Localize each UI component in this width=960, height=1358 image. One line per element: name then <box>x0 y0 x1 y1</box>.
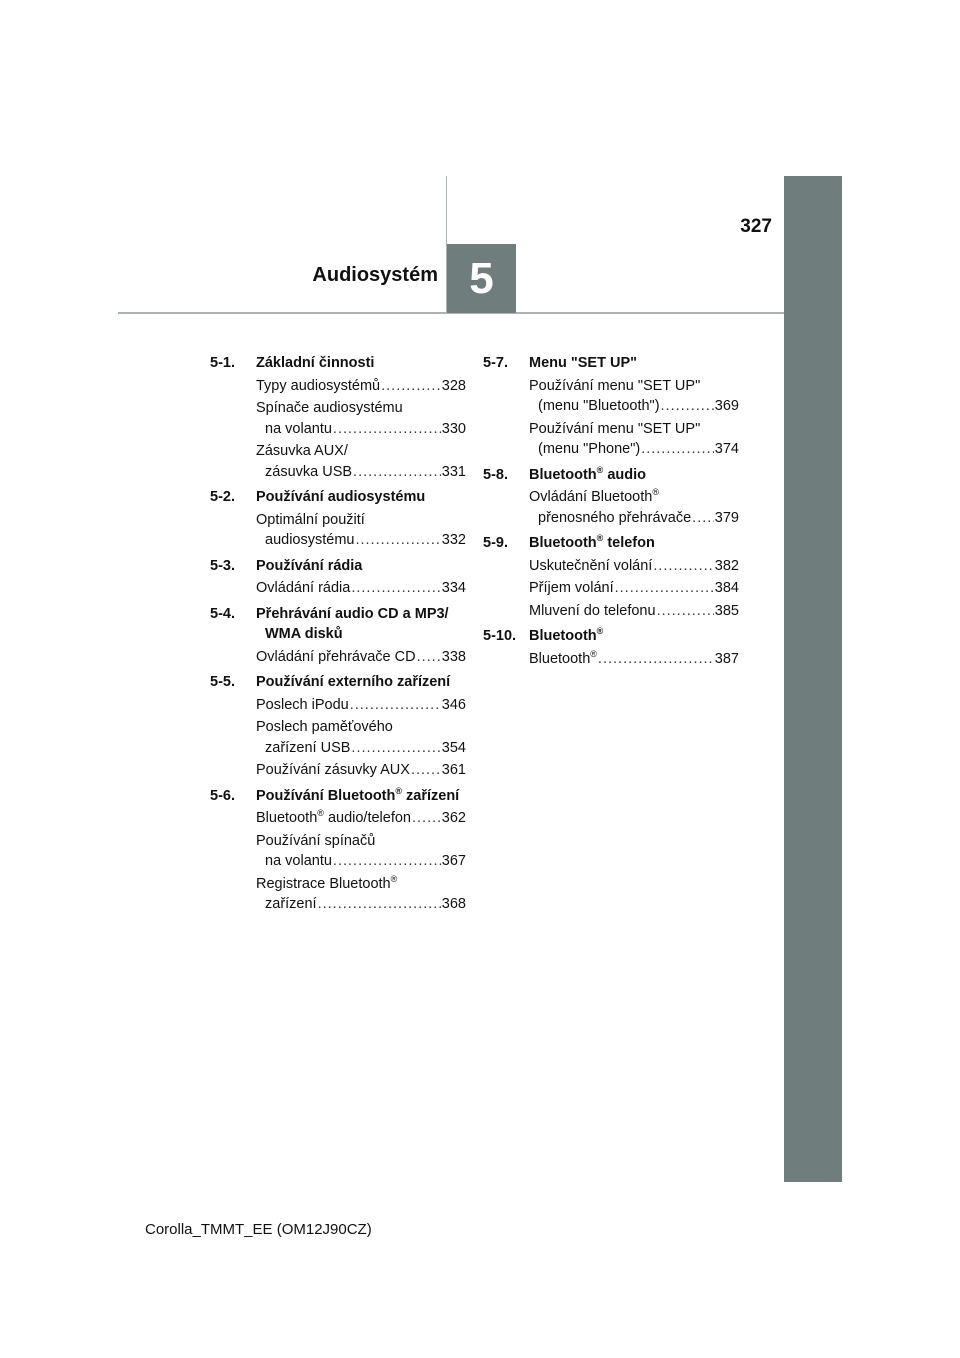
toc-page-number: 331 <box>441 463 466 480</box>
dot-leader <box>381 376 441 397</box>
toc-entry[interactable] <box>256 578 466 599</box>
toc-section-heading[interactable] <box>483 626 739 647</box>
toc-section-heading[interactable] <box>210 556 466 577</box>
toc-section-heading[interactable] <box>210 604 466 645</box>
toc-entry[interactable] <box>529 487 739 528</box>
toc-entry-last-line <box>256 760 466 781</box>
toc-entry[interactable] <box>529 376 739 417</box>
toc-entry-text: Ovládání Bluetooth® <box>529 487 659 505</box>
toc-section-title <box>256 353 466 374</box>
toc-section-title-line: Bluetooth® telefon <box>529 533 655 551</box>
toc-entry-last-line <box>256 738 466 759</box>
toc-entry-text: zásuvka USB <box>265 463 353 480</box>
toc-section-heading[interactable] <box>483 533 739 554</box>
toc-section-heading[interactable] <box>210 353 466 374</box>
toc-section-number: 5-9. <box>483 535 508 551</box>
toc-entry-text: zařízení USB <box>265 739 351 756</box>
toc-section-title-line: Bluetooth® <box>529 626 604 644</box>
toc-entry[interactable] <box>256 808 466 829</box>
toc-entry-text: přenosného přehrávače <box>538 509 692 526</box>
chapter-side-tab <box>784 176 842 1182</box>
dot-leader <box>350 695 441 716</box>
toc-entry[interactable] <box>256 441 466 482</box>
toc-entry-text: Příjem volání <box>529 580 614 596</box>
toc-section <box>210 604 466 668</box>
toc-section <box>210 353 466 482</box>
toc-section <box>210 786 466 915</box>
toc-entry-text: Používání menu "SET UP" <box>529 420 701 437</box>
document-footer: Corolla_TMMT_EE (OM12J90CZ) <box>145 1221 372 1238</box>
toc-entry[interactable] <box>256 717 466 758</box>
toc-section-number: 5-5. <box>210 674 235 690</box>
toc-entry-text: Optimální použití <box>256 511 365 528</box>
toc-page-number: 346 <box>441 696 466 713</box>
toc-entry-text: Zásuvka AUX/ <box>256 443 348 459</box>
toc-page-number: 382 <box>714 557 739 574</box>
chapter-number: 5 <box>469 253 494 303</box>
toc-entry-text: zařízení <box>265 896 317 912</box>
toc-section <box>210 556 466 599</box>
toc-section-title-line: Základní činnosti <box>256 355 375 371</box>
toc-entry-last-line <box>256 647 466 668</box>
toc-column-left <box>210 353 466 920</box>
toc-section-title <box>256 786 466 807</box>
toc-entry[interactable] <box>529 556 739 577</box>
toc-entry-text: Poslech iPodu <box>256 696 349 713</box>
toc-section <box>210 672 466 781</box>
toc-section-title-line: Používání externího zařízení <box>256 674 451 690</box>
toc-section-title-line: Přehrávání audio CD a MP3/ <box>256 605 449 622</box>
toc-page-number: 361 <box>441 762 466 778</box>
toc-entry-last-line <box>256 462 466 483</box>
toc-entry-text: Ovládání rádia <box>256 580 351 596</box>
toc-entry-text: Ovládání přehrávače CD <box>256 648 416 665</box>
toc-entry[interactable] <box>256 874 466 915</box>
toc-section-heading[interactable] <box>483 353 739 374</box>
toc-entry-text: na volantu <box>265 420 332 437</box>
toc-section-title <box>529 533 739 554</box>
dot-leader <box>353 462 441 483</box>
toc-entry-text: Bluetooth® <box>529 648 597 667</box>
toc-entry[interactable] <box>256 647 466 668</box>
toc-entry-text: Poslech paměťového <box>256 719 393 735</box>
toc-entry[interactable] <box>256 831 466 872</box>
dot-leader <box>355 530 440 551</box>
toc-entry[interactable] <box>256 376 466 397</box>
toc-section-title-line: Používání Bluetooth® zařízení <box>256 785 460 804</box>
chapter-title: Audiosystém <box>312 264 438 286</box>
toc-section-title-line: Používání rádia <box>256 557 363 574</box>
toc-entry-text: Uskutečnění volání <box>529 557 653 574</box>
dot-leader <box>351 578 440 599</box>
toc-page-number: 374 <box>714 441 739 457</box>
toc-section-number: 5-7. <box>483 355 508 371</box>
toc-section-number: 5-4. <box>210 605 235 622</box>
toc-section-title <box>529 353 739 374</box>
toc-section <box>483 533 739 621</box>
toc-entry-last-line <box>529 649 739 670</box>
toc-entry[interactable] <box>529 649 739 670</box>
toc-page-number: 384 <box>714 580 739 596</box>
toc-entry-text: (menu "Bluetooth") <box>538 398 660 414</box>
toc-entry-last-line <box>256 894 466 915</box>
toc-section-heading[interactable] <box>210 786 466 807</box>
toc-page-number: 334 <box>441 580 466 596</box>
toc-section-number: 5-3. <box>210 557 235 574</box>
toc-entry-last-line <box>529 508 739 529</box>
toc-entry-last-line <box>529 556 739 577</box>
dot-leader <box>412 808 441 829</box>
toc-entry-last-line <box>256 808 466 829</box>
toc-section-title <box>529 465 739 486</box>
dot-leader <box>333 851 441 872</box>
chapter-number-badge <box>447 244 516 313</box>
toc-entry[interactable] <box>256 398 466 439</box>
toc-entry-last-line <box>256 851 466 872</box>
toc-entry-last-line <box>529 578 739 599</box>
toc-section-heading[interactable] <box>483 465 739 486</box>
toc-section-heading[interactable] <box>210 672 466 693</box>
toc-entry-text: Mluvení do telefonu <box>529 602 656 619</box>
toc-section-title-line: WMA disků <box>265 626 343 642</box>
toc-entry-last-line <box>529 601 739 622</box>
toc-page-number: 369 <box>714 398 739 414</box>
toc-entry[interactable] <box>256 510 466 551</box>
dot-leader <box>661 396 714 417</box>
toc-page-number: 338 <box>441 648 466 665</box>
toc-page-number: 379 <box>714 509 739 526</box>
toc-page-number: 354 <box>441 739 466 756</box>
toc-entry-last-line <box>529 396 739 417</box>
dot-leader <box>411 760 441 781</box>
dot-leader <box>351 738 440 759</box>
toc-section-number: 5-10. <box>483 628 517 644</box>
toc-entry-text: Typy audiosystémů <box>256 377 381 394</box>
toc-entry-text: Používání menu "SET UP" <box>529 377 701 394</box>
toc-section <box>483 465 739 529</box>
toc-page-number: 362 <box>441 810 466 826</box>
toc-section <box>210 487 466 551</box>
toc-entry[interactable] <box>256 695 466 716</box>
toc-page-number: 385 <box>714 602 739 619</box>
toc-entry-last-line <box>256 578 466 599</box>
toc-page-number: 387 <box>714 650 739 667</box>
toc-entry-text: audiosystému <box>265 532 355 548</box>
toc-entry-last-line <box>256 419 466 440</box>
toc-entry-last-line <box>256 695 466 716</box>
toc-page-number: 368 <box>441 896 466 912</box>
dot-leader <box>653 556 713 577</box>
toc-entry-text: (menu "Phone") <box>538 441 641 457</box>
toc-entry-text: Používání spínačů <box>256 832 376 849</box>
toc-entry-text: Používání zásuvky AUX <box>256 762 410 778</box>
toc-entry-last-line <box>256 530 466 551</box>
dot-leader <box>417 647 441 668</box>
toc-entry[interactable] <box>529 601 739 622</box>
dot-leader <box>692 508 714 529</box>
toc-section <box>483 353 739 460</box>
toc-section-title-line: Menu "SET UP" <box>529 355 638 371</box>
toc-column-right <box>483 353 739 674</box>
dot-leader <box>657 601 714 622</box>
toc-entry-last-line <box>529 439 739 460</box>
toc-section-title <box>256 556 466 577</box>
toc-entry-text: Spínače audiosystému <box>256 400 403 416</box>
toc-page-number: 332 <box>441 532 466 548</box>
page-number: 327 <box>740 216 772 237</box>
toc-section-heading[interactable] <box>210 487 466 508</box>
dot-leader <box>598 649 714 670</box>
toc-section-title <box>256 672 466 693</box>
toc-section-number: 5-2. <box>210 489 235 505</box>
dot-leader <box>615 578 714 599</box>
toc-entry[interactable] <box>529 578 739 599</box>
dot-leader <box>641 439 714 460</box>
toc-entry[interactable] <box>256 760 466 781</box>
toc-entry-last-line <box>256 376 466 397</box>
toc-entry-text: Bluetooth® audio/telefon <box>256 808 411 826</box>
toc-section-title-line: Bluetooth® audio <box>529 464 646 483</box>
toc-page-number: 367 <box>441 853 466 869</box>
dot-leader <box>333 419 441 440</box>
toc-section-title <box>256 487 466 508</box>
toc-entry-text: Registrace Bluetooth® <box>256 873 398 892</box>
toc-section-title <box>256 604 466 645</box>
dot-leader <box>318 894 441 915</box>
toc-section-title-line: Používání audiosystému <box>256 489 426 505</box>
toc-section-number: 5-8. <box>483 466 508 483</box>
toc-page-number: 330 <box>441 420 466 437</box>
toc-page-number: 328 <box>441 377 466 394</box>
toc-entry[interactable] <box>529 419 739 460</box>
toc-section-number: 5-1. <box>210 355 235 371</box>
toc-entry-text: na volantu <box>265 853 332 869</box>
toc-section <box>483 626 739 669</box>
toc-section-title <box>529 626 739 647</box>
toc-section-number: 5-6. <box>210 787 235 804</box>
